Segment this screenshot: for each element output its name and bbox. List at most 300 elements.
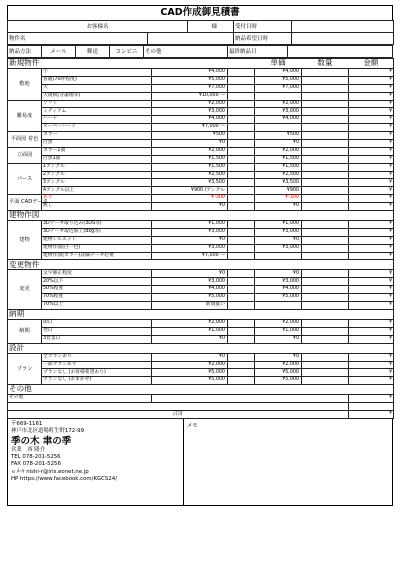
item-spacer (228, 195, 255, 203)
line-item-row (8, 171, 394, 179)
page-title: CAD作成御見積書 (7, 5, 393, 20)
category-label: 変更 (8, 270, 42, 309)
grand-total-row (8, 410, 394, 418)
amount-header (349, 343, 394, 353)
item-quantity[interactable] (302, 327, 349, 335)
item-amount (255, 302, 302, 310)
unit-price-header (255, 211, 302, 221)
item-unit-price: ¥-300 (152, 195, 228, 203)
item-quantity[interactable] (302, 116, 349, 124)
delivery-method-label: 納品方法 (8, 46, 42, 58)
memo-label: メモ (187, 422, 198, 429)
blank-cell[interactable] (8, 403, 349, 411)
item-amount: ¥3,000 (255, 244, 302, 252)
item-amount: ¥0 (255, 236, 302, 244)
item-amount (255, 92, 302, 100)
item-unit-price: ¥2,000 (152, 147, 228, 155)
item-unit-price: ¥1,000 (152, 327, 228, 335)
line-item-row (8, 361, 394, 369)
item-spacer (228, 92, 255, 100)
item-amount: ¥5,000 (255, 369, 302, 377)
estimate-sheet (7, 5, 393, 553)
item-total: ¥ (349, 353, 394, 361)
item-name: カラー1面 (42, 147, 152, 155)
item-spacer (228, 140, 255, 148)
line-item-row (8, 147, 394, 155)
item-quantity[interactable] (302, 179, 349, 187)
item-unit-price: ¥0 (152, 270, 228, 278)
line-item-row (8, 252, 394, 260)
item-unit-price: ¥10,000 〜 (152, 92, 228, 100)
section-title: その他 (8, 385, 255, 395)
line-item-row (8, 221, 394, 229)
item-unit-price: ¥7,000 〜 (152, 124, 228, 132)
item-unit-price: ¥5,000 (152, 369, 228, 377)
item-amount: ¥5,000 (255, 377, 302, 385)
item-quantity[interactable] (302, 163, 349, 171)
quantity-header (302, 309, 349, 319)
line-item-row (8, 319, 394, 327)
item-name: プランなし (お客様希望あり) (42, 369, 152, 377)
item-quantity[interactable] (302, 236, 349, 244)
category-label: 平面 CADデータ (8, 195, 42, 211)
footer-area (7, 419, 393, 506)
item-total: ¥ (349, 327, 394, 335)
item-unit-price: ¥2,000 (152, 361, 228, 369)
item-name: 文字修正程度 (42, 270, 152, 278)
category-label: プラン (8, 353, 42, 385)
item-quantity[interactable] (302, 84, 349, 92)
item-total: ¥ (349, 163, 394, 171)
line-item-row (8, 244, 394, 252)
item-spacer (228, 244, 255, 252)
item-spacer (228, 286, 255, 294)
quantity-header (302, 343, 349, 353)
item-spacer (228, 69, 255, 77)
item-spacer (228, 108, 255, 116)
blank-total (349, 403, 394, 411)
item-amount: ¥1,000 (255, 327, 302, 335)
grand-total-label: 合計 (8, 410, 349, 418)
item-name: プランなし (おまかせ) (42, 377, 152, 385)
line-item-row (8, 100, 394, 108)
item-spacer (228, 369, 255, 377)
line-item-row (8, 302, 394, 310)
item-total: ¥ (349, 294, 394, 302)
line-item-row (8, 187, 394, 195)
item-unit-price: ¥0 (152, 353, 228, 361)
address: 神戸市北区道場町生野172-99 (11, 428, 84, 435)
line-item-row (8, 327, 394, 335)
item-name: 一部プランあり (42, 361, 152, 369)
item-spacer (228, 228, 255, 236)
unit-price-header (255, 343, 302, 353)
item-amount: ¥4,000 (255, 286, 302, 294)
unit-price-header (255, 260, 302, 270)
item-spacer (228, 171, 255, 179)
property-field[interactable] (148, 33, 234, 45)
item-total: ¥ (349, 377, 394, 385)
property-label: 物件名 (8, 33, 148, 45)
item-total: ¥ (349, 319, 394, 327)
item-total: ¥ (349, 228, 394, 236)
line-item-row (8, 278, 394, 286)
item-quantity[interactable] (302, 147, 349, 155)
item-spacer (228, 179, 255, 187)
item-amount: ¥0 (255, 140, 302, 148)
unit-price-header (255, 385, 302, 395)
item-spacer (228, 270, 255, 278)
item-unit-price: ¥4,000 (152, 286, 228, 294)
item-quantity[interactable] (302, 286, 349, 294)
line-item-row (8, 353, 394, 361)
item-quantity[interactable] (302, 92, 349, 100)
item-spacer (228, 163, 255, 171)
unit-price-header: 単価 (255, 59, 302, 69)
category-label: 建物 (8, 221, 42, 260)
item-amount: ¥5,000 (255, 76, 302, 84)
item-spacer (228, 377, 255, 385)
item-unit-price: ¥2,500 (152, 171, 228, 179)
homepage-link[interactable]: HP https://www.facebook.com/KGCS24/ (11, 476, 118, 483)
item-spacer (228, 155, 255, 163)
item-amount: ¥5,000 (255, 294, 302, 302)
line-item-row (8, 140, 394, 148)
item-spacer (228, 278, 255, 286)
line-item-row (8, 236, 394, 244)
item-total: ¥ (349, 92, 394, 100)
item-amount: ¥1,500 (255, 163, 302, 171)
item-name: 50%程度 (42, 286, 152, 294)
item-name: ハード (42, 116, 152, 124)
item-name: 20%以下 (42, 278, 152, 286)
item-amount: ¥3,000 (255, 228, 302, 236)
item-total: ¥ (349, 140, 394, 148)
item-spacer (228, 353, 255, 361)
item-amount: ¥3,000 (255, 278, 302, 286)
memo-area[interactable] (184, 419, 392, 505)
amount-header (349, 385, 394, 395)
other-description[interactable] (152, 395, 349, 403)
category-label: 立面図 (8, 147, 42, 163)
item-amount: ¥1,500 (255, 155, 302, 163)
amount-header (349, 260, 394, 270)
item-total: ¥ (349, 236, 394, 244)
section-title: 変更物件 (8, 260, 255, 270)
item-quantity[interactable] (302, 140, 349, 148)
item-unit-price: ¥1,000 (152, 221, 228, 229)
item-unit-price: ¥1,500 (152, 155, 228, 163)
item-name: 3Dデータ取込加工(dxg等) (42, 228, 152, 236)
item-amount: ¥0 (255, 203, 302, 211)
item-spacer (228, 294, 255, 302)
item-quantity[interactable] (302, 278, 349, 286)
amount-header (349, 211, 394, 221)
item-total: ¥ (349, 361, 394, 369)
item-amount: ¥2,000 (255, 147, 302, 155)
item-quantity[interactable] (302, 361, 349, 369)
item-amount: ¥0 (255, 353, 302, 361)
header-table (7, 20, 394, 45)
item-quantity[interactable] (302, 294, 349, 302)
item-unit-price: 新規扱い (152, 302, 228, 310)
item-quantity[interactable] (302, 76, 349, 84)
item-spacer (228, 203, 255, 211)
item-total: ¥ (349, 335, 394, 343)
item-name: 無し (42, 203, 152, 211)
line-item-row (8, 116, 394, 124)
other-total: ¥ (349, 395, 394, 403)
item-name: 3Dデータ取り込み(3DS等) (42, 221, 152, 229)
item-quantity[interactable] (302, 244, 349, 252)
telephone: TEL 078-201-5256 (11, 454, 61, 461)
item-name: 全プランあり (42, 353, 152, 361)
desired-date-label: 納品希望日時 (234, 33, 292, 45)
item-name: 3営業日 (42, 335, 152, 343)
item-total: ¥ (349, 171, 394, 179)
item-name: 70%以上 (42, 302, 152, 310)
item-unit-price: ¥900 /アングル (152, 187, 228, 195)
section-title: 設計 (8, 343, 255, 353)
section-header-row (8, 211, 394, 221)
item-spacer (228, 221, 255, 229)
item-total: ¥ (349, 69, 394, 77)
other-label: その他 (8, 395, 152, 403)
customer-label: お客様名 (8, 21, 188, 33)
blank-row (8, 403, 394, 411)
line-item-row (8, 203, 394, 211)
item-quantity[interactable] (302, 171, 349, 179)
item-amount: ¥0 (255, 270, 302, 278)
item-amount: ¥500 (255, 132, 302, 140)
item-quantity[interactable] (302, 377, 349, 385)
item-total: ¥ (349, 124, 394, 132)
item-spacer (228, 302, 255, 310)
item-amount (255, 124, 302, 132)
item-spacer (228, 84, 255, 92)
item-total: ¥ (349, 179, 394, 187)
item-quantity[interactable] (302, 132, 349, 140)
section-header-row (8, 343, 394, 353)
final-delivery-label: 最終納品日 (228, 46, 288, 58)
quantity-header (302, 211, 349, 221)
delivery-method-convenience-store[interactable]: コンビニ (110, 46, 144, 58)
item-quantity[interactable] (302, 155, 349, 163)
item-quantity[interactable] (302, 302, 349, 310)
item-quantity[interactable] (302, 69, 349, 77)
item-quantity[interactable] (302, 369, 349, 377)
item-amount: ¥3,500 (255, 179, 302, 187)
delivery-method-email[interactable]: メール (42, 46, 76, 58)
company-name: 季の木 聿の季 (11, 435, 72, 447)
item-name: 白黒 (42, 140, 152, 148)
item-quantity[interactable] (302, 221, 349, 229)
item-total: ¥ (349, 147, 394, 155)
item-spacer (228, 76, 255, 84)
item-total: ¥ (349, 302, 394, 310)
section-header-row (8, 260, 394, 270)
line-item-row (8, 108, 394, 116)
item-amount: ¥2,000 (255, 361, 302, 369)
item-name: 建物作図(白一色) (42, 244, 152, 252)
line-item-row (8, 294, 394, 302)
line-item-row (8, 69, 394, 77)
item-name: 即日 (42, 319, 152, 327)
item-unit-price: ¥0 (152, 203, 228, 211)
received-date-label: 受付日時 (234, 21, 292, 33)
item-name: あり (42, 195, 152, 203)
line-item-row (8, 132, 394, 140)
line-item-row (8, 228, 394, 236)
item-unit-price: ¥2,000 (152, 100, 228, 108)
line-item-row (8, 270, 394, 278)
item-quantity[interactable] (302, 319, 349, 327)
item-quantity[interactable] (302, 335, 349, 343)
item-amount: ¥4,000 (255, 69, 302, 77)
amount-header: 金額 (349, 59, 394, 69)
item-quantity[interactable] (302, 252, 349, 260)
item-name: 普通(70坪程度) (42, 76, 152, 84)
item-spacer (228, 361, 255, 369)
item-total: ¥ (349, 369, 394, 377)
item-spacer (228, 252, 255, 260)
item-unit-price: ¥1,500 (152, 163, 228, 171)
quantity-header: 数量 (302, 59, 349, 69)
other-row (8, 395, 394, 403)
item-total: ¥ (349, 203, 394, 211)
item-total: ¥ (349, 195, 394, 203)
line-item-row (8, 76, 394, 84)
item-unit-price: ¥2,000 (152, 319, 228, 327)
item-unit-price: ¥0 (152, 236, 228, 244)
item-amount: ¥7,000 (255, 84, 302, 92)
received-date-field[interactable] (292, 21, 394, 33)
final-delivery-field[interactable] (288, 46, 393, 58)
line-item-row (8, 369, 394, 377)
line-item-row (8, 335, 394, 343)
item-name: ソフト (42, 100, 152, 108)
honorific: 様 (188, 21, 234, 33)
delivery-method-other[interactable]: その他 (144, 46, 228, 58)
item-unit-price: ¥3,500 (152, 179, 228, 187)
fax: FAX 078-201-5256 (11, 461, 61, 468)
item-amount: ¥3,000 (255, 108, 302, 116)
item-quantity[interactable] (302, 100, 349, 108)
item-total: ¥ (349, 221, 394, 229)
item-name: 70%程度 (42, 294, 152, 302)
line-item-row (8, 155, 394, 163)
item-quantity[interactable] (302, 203, 349, 211)
item-unit-price: ¥5,000 (152, 294, 228, 302)
section-title: 新規物件 (8, 59, 255, 69)
item-name: 建物シルエット (42, 236, 152, 244)
item-amount: ¥2,500 (255, 171, 302, 179)
item-amount: ¥0 (255, 335, 302, 343)
item-name: 小 (42, 69, 152, 77)
estimate-table (7, 58, 394, 419)
category-label: パース (8, 163, 42, 195)
delivery-method-post[interactable]: 郵送 (76, 46, 110, 58)
item-name: 3アングル (42, 179, 152, 187)
category-label: 敷地 (8, 69, 42, 101)
item-name: 建物作図(カラー)詳細データ必要 (42, 252, 152, 260)
section-header-row (8, 385, 394, 395)
item-name: 大規模(分譲地等) (42, 92, 152, 100)
item-unit-price: ¥3,000 (152, 228, 228, 236)
item-total: ¥ (349, 286, 394, 294)
item-amount (255, 252, 302, 260)
item-total: ¥ (349, 270, 394, 278)
item-total: ¥ (349, 84, 394, 92)
postal-code: 〒669-1161 (11, 420, 43, 427)
item-total: ¥ (349, 187, 394, 195)
item-name: 4アングル以上 (42, 187, 152, 195)
email-link[interactable]: ｅﾒｰﾙ nishi-r@iris.eonet.ne.jp (11, 468, 89, 475)
sales-label: 営業 (11, 446, 22, 453)
line-item-row (8, 124, 394, 132)
line-item-row (8, 179, 394, 187)
grand-total-value: ¥ (349, 410, 394, 418)
section-header-row (8, 59, 394, 69)
item-name: 白黒1面 (42, 155, 152, 163)
item-unit-price: ¥3,000 (152, 244, 228, 252)
item-total: ¥ (349, 278, 394, 286)
item-total: ¥ (349, 132, 394, 140)
section-title: 建物作図 (8, 211, 255, 221)
item-quantity[interactable] (302, 195, 349, 203)
item-name: 翌日 (42, 327, 152, 335)
contact-block (8, 419, 184, 505)
item-amount: ¥4,000 (255, 116, 302, 124)
item-unit-price: ¥3,000 (152, 278, 228, 286)
item-quantity[interactable] (302, 124, 349, 132)
category-label: 平面図 着色 (8, 132, 42, 148)
item-unit-price: ¥4,000 (152, 116, 228, 124)
item-total: ¥ (349, 252, 394, 260)
item-total: ¥ (349, 76, 394, 84)
sales-name: 西 隆介 (27, 446, 46, 453)
item-name: 1アングル (42, 163, 152, 171)
item-quantity[interactable] (302, 228, 349, 236)
item-quantity[interactable] (302, 108, 349, 116)
item-name: 大 (42, 84, 152, 92)
item-unit-price: ¥0 (152, 140, 228, 148)
item-name: スーパーハード (42, 124, 152, 132)
item-amount: ¥1,000 (255, 221, 302, 229)
item-spacer (228, 147, 255, 155)
item-spacer (228, 124, 255, 132)
desired-date-field[interactable] (292, 33, 394, 45)
item-total: ¥ (349, 100, 394, 108)
item-spacer (228, 132, 255, 140)
item-total: ¥ (349, 108, 394, 116)
section-header-row (8, 309, 394, 319)
line-item-row (8, 92, 394, 100)
category-label: 納期 (8, 319, 42, 343)
item-spacer (228, 100, 255, 108)
amount-header (349, 309, 394, 319)
line-item-row (8, 195, 394, 203)
item-total: ¥ (349, 116, 394, 124)
item-unit-price: ¥0 (152, 335, 228, 343)
line-item-row (8, 286, 394, 294)
item-name: ミディアム (42, 108, 152, 116)
item-quantity[interactable] (302, 353, 349, 361)
category-label: 難易度 (8, 100, 42, 132)
item-quantity[interactable] (302, 187, 349, 195)
item-quantity[interactable] (302, 270, 349, 278)
item-amount: ¥2,000 (255, 319, 302, 327)
